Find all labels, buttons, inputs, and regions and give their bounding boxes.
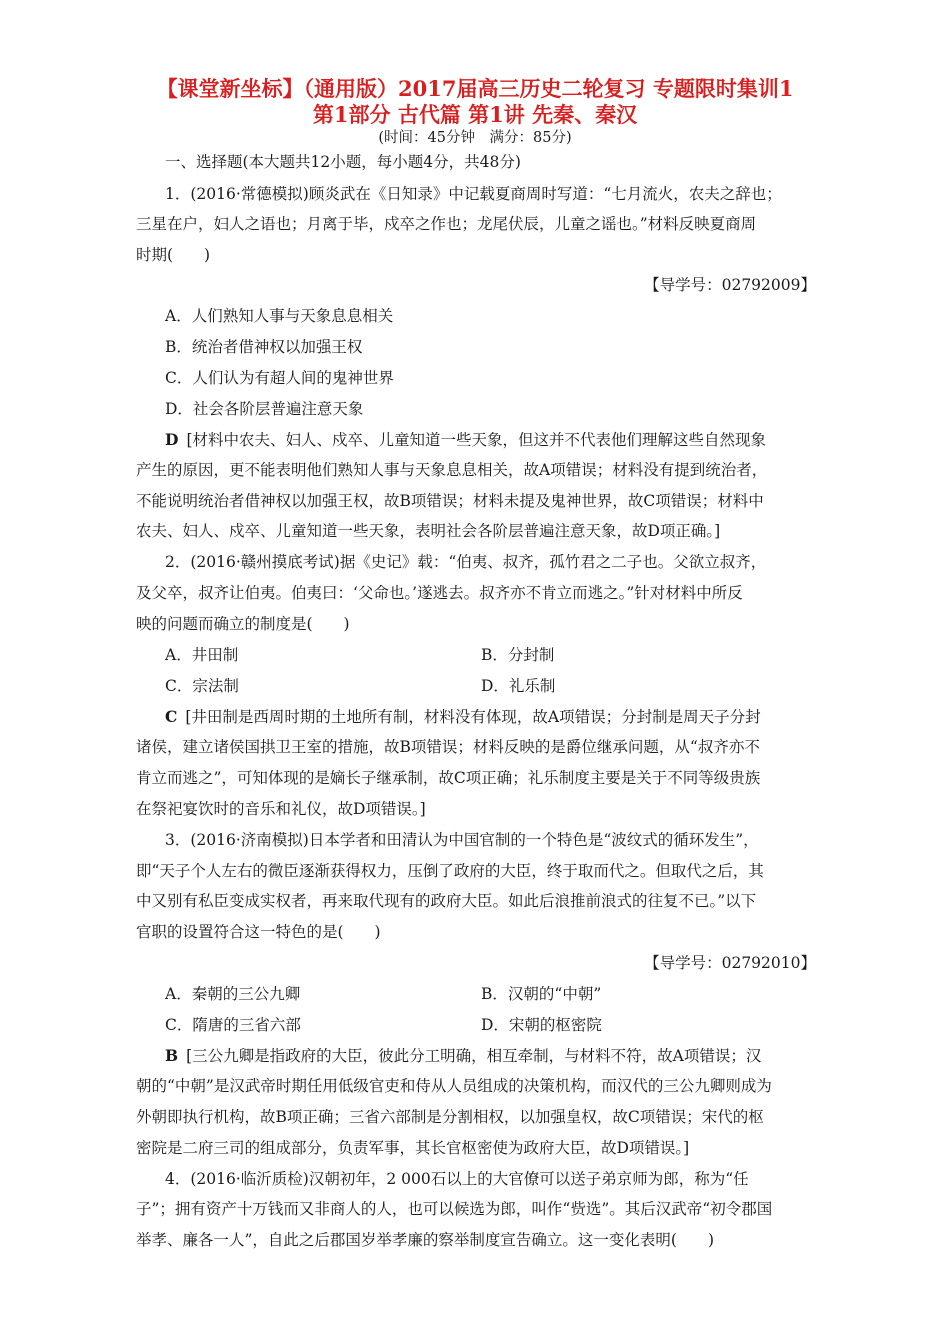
q2-analysis-line [165, 707, 816, 727]
q1-stem-line: 1．(2016·常德模拟)顾炎武在《日知录》中记载夏商周时写道：“七月流火，农夫之辞也； [165, 185, 782, 203]
q1-analysis-line: 不能说明统治者借神权以加强王权，故B项错误；材料未提及鬼神世界，故C项错误；材料中 [136, 492, 764, 510]
q3-option-d: D．宋朝的枢密院 [481, 1016, 602, 1034]
document-title-line-1: 【课堂新坐标】（通用版）2017届高三历史二轮复习 专题限时集训1 [156, 76, 794, 101]
q1-option-a: A．人们熟知人事与天象息息相关 [165, 307, 394, 325]
q1-stem-line: 三星在户，妇人之语也；月离于毕，戍卒之作也；龙尾伏辰，儿童之谣也。”材料反映夏商周 [136, 215, 757, 233]
q2-option-c: C．宗法制 [165, 677, 239, 695]
q1-option-d: D．社会各阶层普遍注意天象 [165, 400, 364, 418]
q3-analysis-line: 外朝即执行机构，故B项正确；三省六部制是分割相权，以加强皇权，故C项错误；宋代的枢 [136, 1108, 764, 1126]
q2-option-d: D．礼乐制 [481, 677, 556, 695]
q4-stem-line: 举孝、廉各一人”，自此之后郡国岁举孝廉的察举制度宣告确立。这一变化表明( ) [136, 1231, 715, 1249]
q2-stem-line: 及父卒，叔齐让伯夷。伯夷曰：‘父命也。’遂逃去。叔齐亦不肯立而逃之。”针对材料中所反 [136, 584, 743, 602]
q3-answer: B [165, 1046, 179, 1065]
q3-stem-line: 官职的设置符合这一特色的是( ) [136, 923, 381, 941]
q1-analysis-line: 产生的原因，更不能表明他们熟知人事与天象息息相关，故A项错误；材料没有提到统治者， [136, 461, 768, 479]
q3-analysis-line: 密院是二府三司的组成部分，负责军事，其长官枢密使为政府大臣，故D项错误。] [136, 1139, 690, 1157]
q2-option-a: A．井田制 [165, 646, 239, 664]
q3-option-c: C．隋唐的三省六部 [165, 1016, 301, 1034]
q1-answer: D [165, 430, 179, 449]
q2-stem-line: 映的问题而确立的制度是( ) [136, 615, 350, 633]
q3-stem-line: 3．(2016·济南模拟)日本学者和田清认为中国官制的一个特色是“波纹式的循环发生”， [165, 831, 759, 849]
q3-guide-number: 【导学号：02792010】 [644, 954, 816, 972]
q2-analysis-line: 诸侯，建立诸侯国拱卫王室的措施，故B项错误；材料反映的是爵位继承问题，从“叔齐亦不 [136, 738, 760, 756]
q2-analysis-line: 肯立而逃之”，可知体现的是嫡长子继承制，故C项正确；礼乐制度主要是关于不同等级贵族 [136, 769, 761, 787]
q4-stem-line: 子”；拥有资产十万钱而又非商人的人，也可以候选为郎，叫作“赀选”。其后汉武帝“初令郡国 [136, 1200, 773, 1218]
q1-stem-line: 时期( ) [136, 246, 211, 264]
q1-option-c: C．人们认为有超人间的鬼神世界 [165, 369, 394, 387]
q3-stem-line: 即“天子个人左右的微臣逐渐获得权力，压倒了政府的大臣，终于取而代之。但取代之后，其 [136, 862, 764, 880]
q2-analysis-line: 在祭祀宴饮时的音乐和礼仪，故D项错误。] [136, 800, 426, 818]
q2-analysis-text: [井田制是西周时期的土地所有制，材料没有体现，故A项错误；分封制是周天子分封 [185, 708, 761, 726]
section-heading: 一、选择题(本大题共12小题，每小题4分，共48分) [165, 153, 521, 171]
q3-stem-line: 中又别有私臣变成实权者，再来取代现有的政府大臣。如此后浪推前浪式的往复不已。”以下 [136, 892, 757, 910]
q1-analysis-line: 农夫、妇人、戍卒、儿童知道一些天象，表明社会各阶层普遍注意天象，故D项正确。] [136, 522, 721, 540]
document-title-line-2: 第1部分 古代篇 第1讲 先秦、秦汉 [312, 102, 638, 127]
q2-option-b: B．分封制 [481, 646, 555, 664]
exam-time-score: (时间：45分钟 满分：85分) [378, 130, 572, 146]
q3-option-a: A．秦朝的三公九卿 [165, 985, 301, 1003]
q3-analysis-line: 朝的“中朝”是汉武帝时期任用低级官吏和侍从人员组成的决策机构，而汉代的三公九卿则成为 [136, 1077, 772, 1095]
q2-answer: C [165, 707, 178, 726]
q3-option-b: B．汉朝的“中朝” [481, 985, 602, 1003]
q1-analysis-line [165, 430, 816, 450]
q1-analysis-text: [材料中农夫、妇人、戍卒、儿童知道一些天象，但这并不代表他们理解这些自然现象 [186, 431, 767, 449]
q3-analysis-text: [三公九卿是指政府的大臣，彼此分工明确，相互牵制，与材料不符，故A项错误；汉 [186, 1047, 762, 1065]
q4-stem-line: 4．(2016·临沂质检)汉朝初年，2 000石以上的大官僚可以送子弟京师为郎，称为“任 [165, 1170, 749, 1188]
q2-stem-line: 2．(2016·赣州摸底考试)据《史记》载：“伯夷、叔齐，孤竹君之二子也。父欲立叔齐， [165, 553, 767, 571]
q1-option-b: B．统治者借神权以加强王权 [165, 338, 363, 356]
q1-guide-number: 【导学号：02792009】 [644, 276, 816, 294]
q3-analysis-line [165, 1046, 816, 1066]
